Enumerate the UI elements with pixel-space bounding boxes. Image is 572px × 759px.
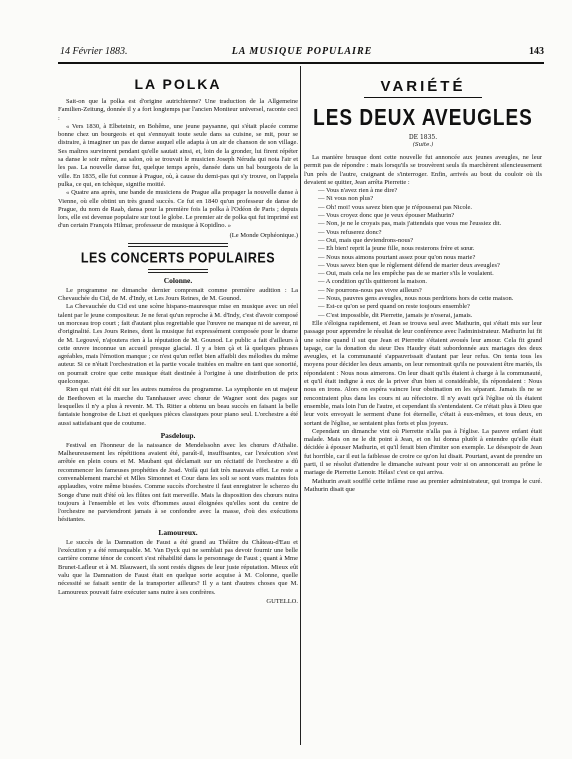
dialogue-line: — A condition qu'ils quitteront la maison. xyxy=(318,278,427,286)
dialogue-line: — Est-ce qu'on se perd quand on reste toujours ensemble? xyxy=(318,303,470,311)
concert-section-title: Colonne. xyxy=(163,275,193,285)
story-paragraph: Mathurin avait soufflé cette infâme ruse au premier administrateur, qui trompa le curé. Mathurin disait que xyxy=(304,477,542,493)
polka-title: LA POLKA xyxy=(134,76,222,92)
dialogue-line: — Non, je ne le croyais pas, mais j'attendais que vous me l'eussiez dit. xyxy=(318,220,502,228)
concert-section-title: Lamoureux. xyxy=(158,527,198,537)
variete-rule xyxy=(364,97,482,98)
right-column xyxy=(304,70,542,745)
header-rule xyxy=(58,62,544,64)
page-number: 143 xyxy=(529,46,544,57)
concert-paragraph: Le succès de la Damnation de Faust a été grand au Théâtre du Château-d'Eau et l'exécution y a été remarquable. M. Van Dyck qui ne semblait pas devoir fournir une belle carrière comme ténor de concert s'est réhabilité dans le personnage de Faust ; quant à Mme Brunet-Lafleur et à M. Blauwaert, ils sont restés dignes de leur juste réputation. Mieux eût valu que la Damnation de Faust était en quelque sorte acquise à M. Colonne, quelle nécessité se faisait sentir de la transporter ailleurs? Il y a tant d'autres choses que M. Lamoureux pouvait faire exécuter sans nuire à ses confrères. xyxy=(58,538,298,596)
dialogue-line: — Ni vous non plus? xyxy=(318,195,374,203)
polka-source: (Le Monde Orphéonique.) xyxy=(229,231,298,239)
polka-paragraph: « Quatre ans après, une bande de musiciens de Prague alla propager la nouvelle danse à Vienne, où elle obtint un très grand succès. Ce fut en 1840 qu'un professeur de danse de Prague, du nom de Raab, dansa pour la première fois la polka à l'Odéon de Paris ; depuis lors, elle est devenue populaire sur tout le globe. Le premier air de polka qui fut imprimé est d'un certain François Hilmar, professeur de musique à Kopidlno. » xyxy=(58,189,298,230)
variete-heading: VARIÉTÉ xyxy=(380,78,466,95)
story-title: LES DEUX AVEUGLES xyxy=(313,105,533,131)
header-title: LA MUSIQUE POPULAIRE xyxy=(231,46,373,57)
dialogue-line: — Vous n'avez rien à me dire? xyxy=(318,187,398,195)
dialogue-line: — Ne pourrons-nous pas vivre ailleurs? xyxy=(318,286,422,294)
concert-section-title: Pasdeloup. xyxy=(160,430,196,440)
dialogue-line: — Vous refuserez donc? xyxy=(318,228,382,236)
column-separator xyxy=(300,66,301,745)
story-paragraph: La manière brusque dont cette nouvelle fut annoncée aux jeunes aveugles, ne leur permit pas de répondre : mais lorsqu'ils se trouvèrent seuls ils marchèrent silencieusement l'un près de l'autre, craignant de s'interroger. Enfin, arrivés au bout du couloir où ils devaient se quitter, Jean arrêta Pierrette : xyxy=(304,154,542,186)
author-signature: GUTELLO. xyxy=(266,597,298,605)
dialogue-line: — Vous croyez donc que je veux épouser Mathurin? xyxy=(318,212,455,220)
polka-article xyxy=(58,98,298,231)
page-header xyxy=(60,46,544,62)
concert-sections xyxy=(58,276,298,605)
polka-paragraph: « Vers 1830, à Elbeteinir, en Bohême, une jeune paysanne, qui s'était placée comme bonne chez un bourgeois et qui s'ennuyait toute seule dans sa cuisine, se mit, pour se distraire, à imaginer un pas de danse auquel elle adapta à un air de chanson de son village. Ses maîtres survinrent pendant qu'elle sautait ainsi, et, loin de la gronder, lui firent répéter sa danse le soir même, au salon, où se trouvait le musicien Joseph Néruda qui nota l'air et les pas. La nouvelle danse fut, quelque temps après, dansée dans un bal bourgeois de la ville. En 1835, elle fut connue à Prague, où, à cause du demi-pas qui s'y trouve, on l'appela pulka, ce qui, en tchèque, signifie moitié. xyxy=(58,122,298,188)
header-date: 14 Février 1883. xyxy=(60,46,128,57)
story-author: DE 1835. xyxy=(408,134,438,141)
ornament-divider xyxy=(148,269,208,273)
ornament-divider xyxy=(128,243,228,247)
concert-paragraph: La Chevauchée du Cid est une scène hispano-mauresque mise en musique avec un réel talent par le jeune compositeur. Je ne ferai qu'un reproche à M. d'Indy, c'est d'avoir composé un morceau trop court ; fait d'autant plus regrettable que l'œuvre ne manque ni de saveur, ni d'originalité. Les Jours Reines, dont la musique fut expressément composée pour le drame de M. Legouvé, n'ajoutera rien à la réputation de M. Gounod. Le public a fait d'ailleurs à cette œuvre inconnue un accueil presque glacial. Il y a bien çà et là quelques phrases agréables, mais l'émotion manque ; ce n'est qu'un reflet bien affaibli des mélodies du même auteur. Si ce n'était l'orchestration et la partie vocale traitées en maître en tant que sonorité, on pourrait croire que cette musique était destinée à l'origine à une distribution de prix quelconque. xyxy=(58,303,298,386)
story-text xyxy=(304,154,542,494)
dialogue-line: — Oh! moi! vous savez bien que je n'épouserai pas Nicole. xyxy=(318,203,473,211)
dialogue-line: — Nous nous aimons pourtant assez pour qu'on nous marie? xyxy=(318,253,476,261)
dialogue-line: — Nous, pauvres gens aveugles, nous nous perdrions hors de cette maison. xyxy=(318,295,514,303)
dialogue-line: — Oui, mais que deviendrons-nous? xyxy=(318,236,414,244)
dialogue-line: — Eh bien! reprit la jeune fille, nous resterons frère et sœur. xyxy=(318,245,475,253)
story-paragraph: Elle s'éloigna rapidement, et Jean se trouva seul avec Mathurin, qui s'était mis sur leur passage pour apprendre le résultat de leur conférence avec l'administrateur. Mathurin lui fit une scène quand il sut que Jean et Pierrette s'étaient avoués leur amour. Cela fit grand tapage, car la donation du sieur Des Haudry était subordonnée aux mariages des deux aveugles, et la communauté s'appauvrissait d'autant par leur refus. On tenta tous les moyens pour décider les deux amants, on leur remontrait qu'ils ne pouvaient être mariés, ils répondaient : Nous nous aimerons. On leur disait qu'ils étaient à charge à la communauté, et qu'il était indigne à eux de la priver d'un bien si considérable, ils répondaient : Nous nous en irons. Alors on espéra vaincre leur obstination en les séparant. Jamais ils ne se rencontraient plus dans les cours ni au réfectoire. Il n'y avait qu'à l'église où ils étaient ensemble, mais loin l'un de l'autre, et cependant ils s'entendaient. Ce n'était plus à Dieu que leur voix envoyait le serment d'une foi éternelle, c'était à eux-mêmes, et tous deux, en sortant de l'église, se sentaient plus forts et plus joyeux. xyxy=(304,319,542,427)
concert-paragraph: Rien qui n'ait été dit sur les autres numéros du programme. La symphonie en ut majeur de Beethoven et la marche du Tannhauser avec chœur de Wagner sont des pages sur lesquelles il n'y a plus à revenir. M. Th. Ritter a obtenu un beau succès en faisant la belle fantaisie hongroise de Liszt et quelques pièces classiques pour piano seul. L'orchestre a été aussi satisfaisant que de coutume. xyxy=(58,386,298,427)
dialogue-line: — Oui, mais cela ne les empêche pas de se marier s'ils le voulaient. xyxy=(318,270,494,278)
concerts-title: LES CONCERTS POPULAIRES xyxy=(80,249,276,266)
story-continued: (Suite.) xyxy=(412,142,434,148)
concert-paragraph: Festival en l'honneur de la naissance de Mendelssohn avec les chœurs d'Athalie. Malheureusement les répétitions avaient été, paraît-il, insuffisantes, car l'exécution s'est arrêtée en plein cours et M. Maubant qui déclamait sur un récitatif de l'orchestre a dû recommencer les fameuses prophéties de Joad. Voilà qui fait très mauvais effet. Le reste a convenablement marché et Mlles Simonnet et Cour dans les soli se sont vues maintes fois applaudies, voire même bissées. Comme succès d'orchestre il faut enregistrer le scherzo du Songe d'une nuit d'été où les flûtes ont fait merveille. Mais la disposition des chœurs nuira toujours à l'ensemble et les voix d'hommes aussi éloignées qu'elles sont du centre de l'orchestre ne parviendront jamais à se confondre avec la masse, d'où des exécutions hésitantes. xyxy=(58,441,298,524)
polka-paragraph: Sait-on que la polka est d'origine autrichienne? Une traduction de la Allgemeine Familien-Zeitung, donnée il y a fort longtemps par l'ancien Moniteur universel, raconte ceci : xyxy=(58,98,298,122)
story-paragraph: Cependant un dimanche vint où Pierrette n'alla pas à l'église. La pauvre enfant était malade. Mais on ne le dit point à Jean, et on lui donna plutôt à entendre qu'elle était décidée à épouser Mathurin, et qu'il ferait bien d'imiter son exemple. Le désespoir de Jean fut horrible, car il eut la faiblesse de croire ce qu'on lui disait. Pourtant, avant de prendre un parti, il se résolut d'attendre le dimanche suivant pour voir si on annoncerait au prône le mariage de Pierrette Lenoir. Hélas! c'est ce qui arriva. xyxy=(304,427,542,477)
concert-paragraph: Le programme ne dimanche dernier comprenait comme première audition : La Chevauchée du Cid, de M. d'Indy, et Les Jours Reines, de M. Gounod. xyxy=(58,286,298,303)
dialogue-line: — Vous savez bien que le règlement défend de marier deux aveugles? xyxy=(318,261,500,269)
left-column xyxy=(58,70,298,745)
dialogue-line: — C'est impossible, dit Pierrette, jamais je n'oserai, jamais. xyxy=(318,311,473,319)
